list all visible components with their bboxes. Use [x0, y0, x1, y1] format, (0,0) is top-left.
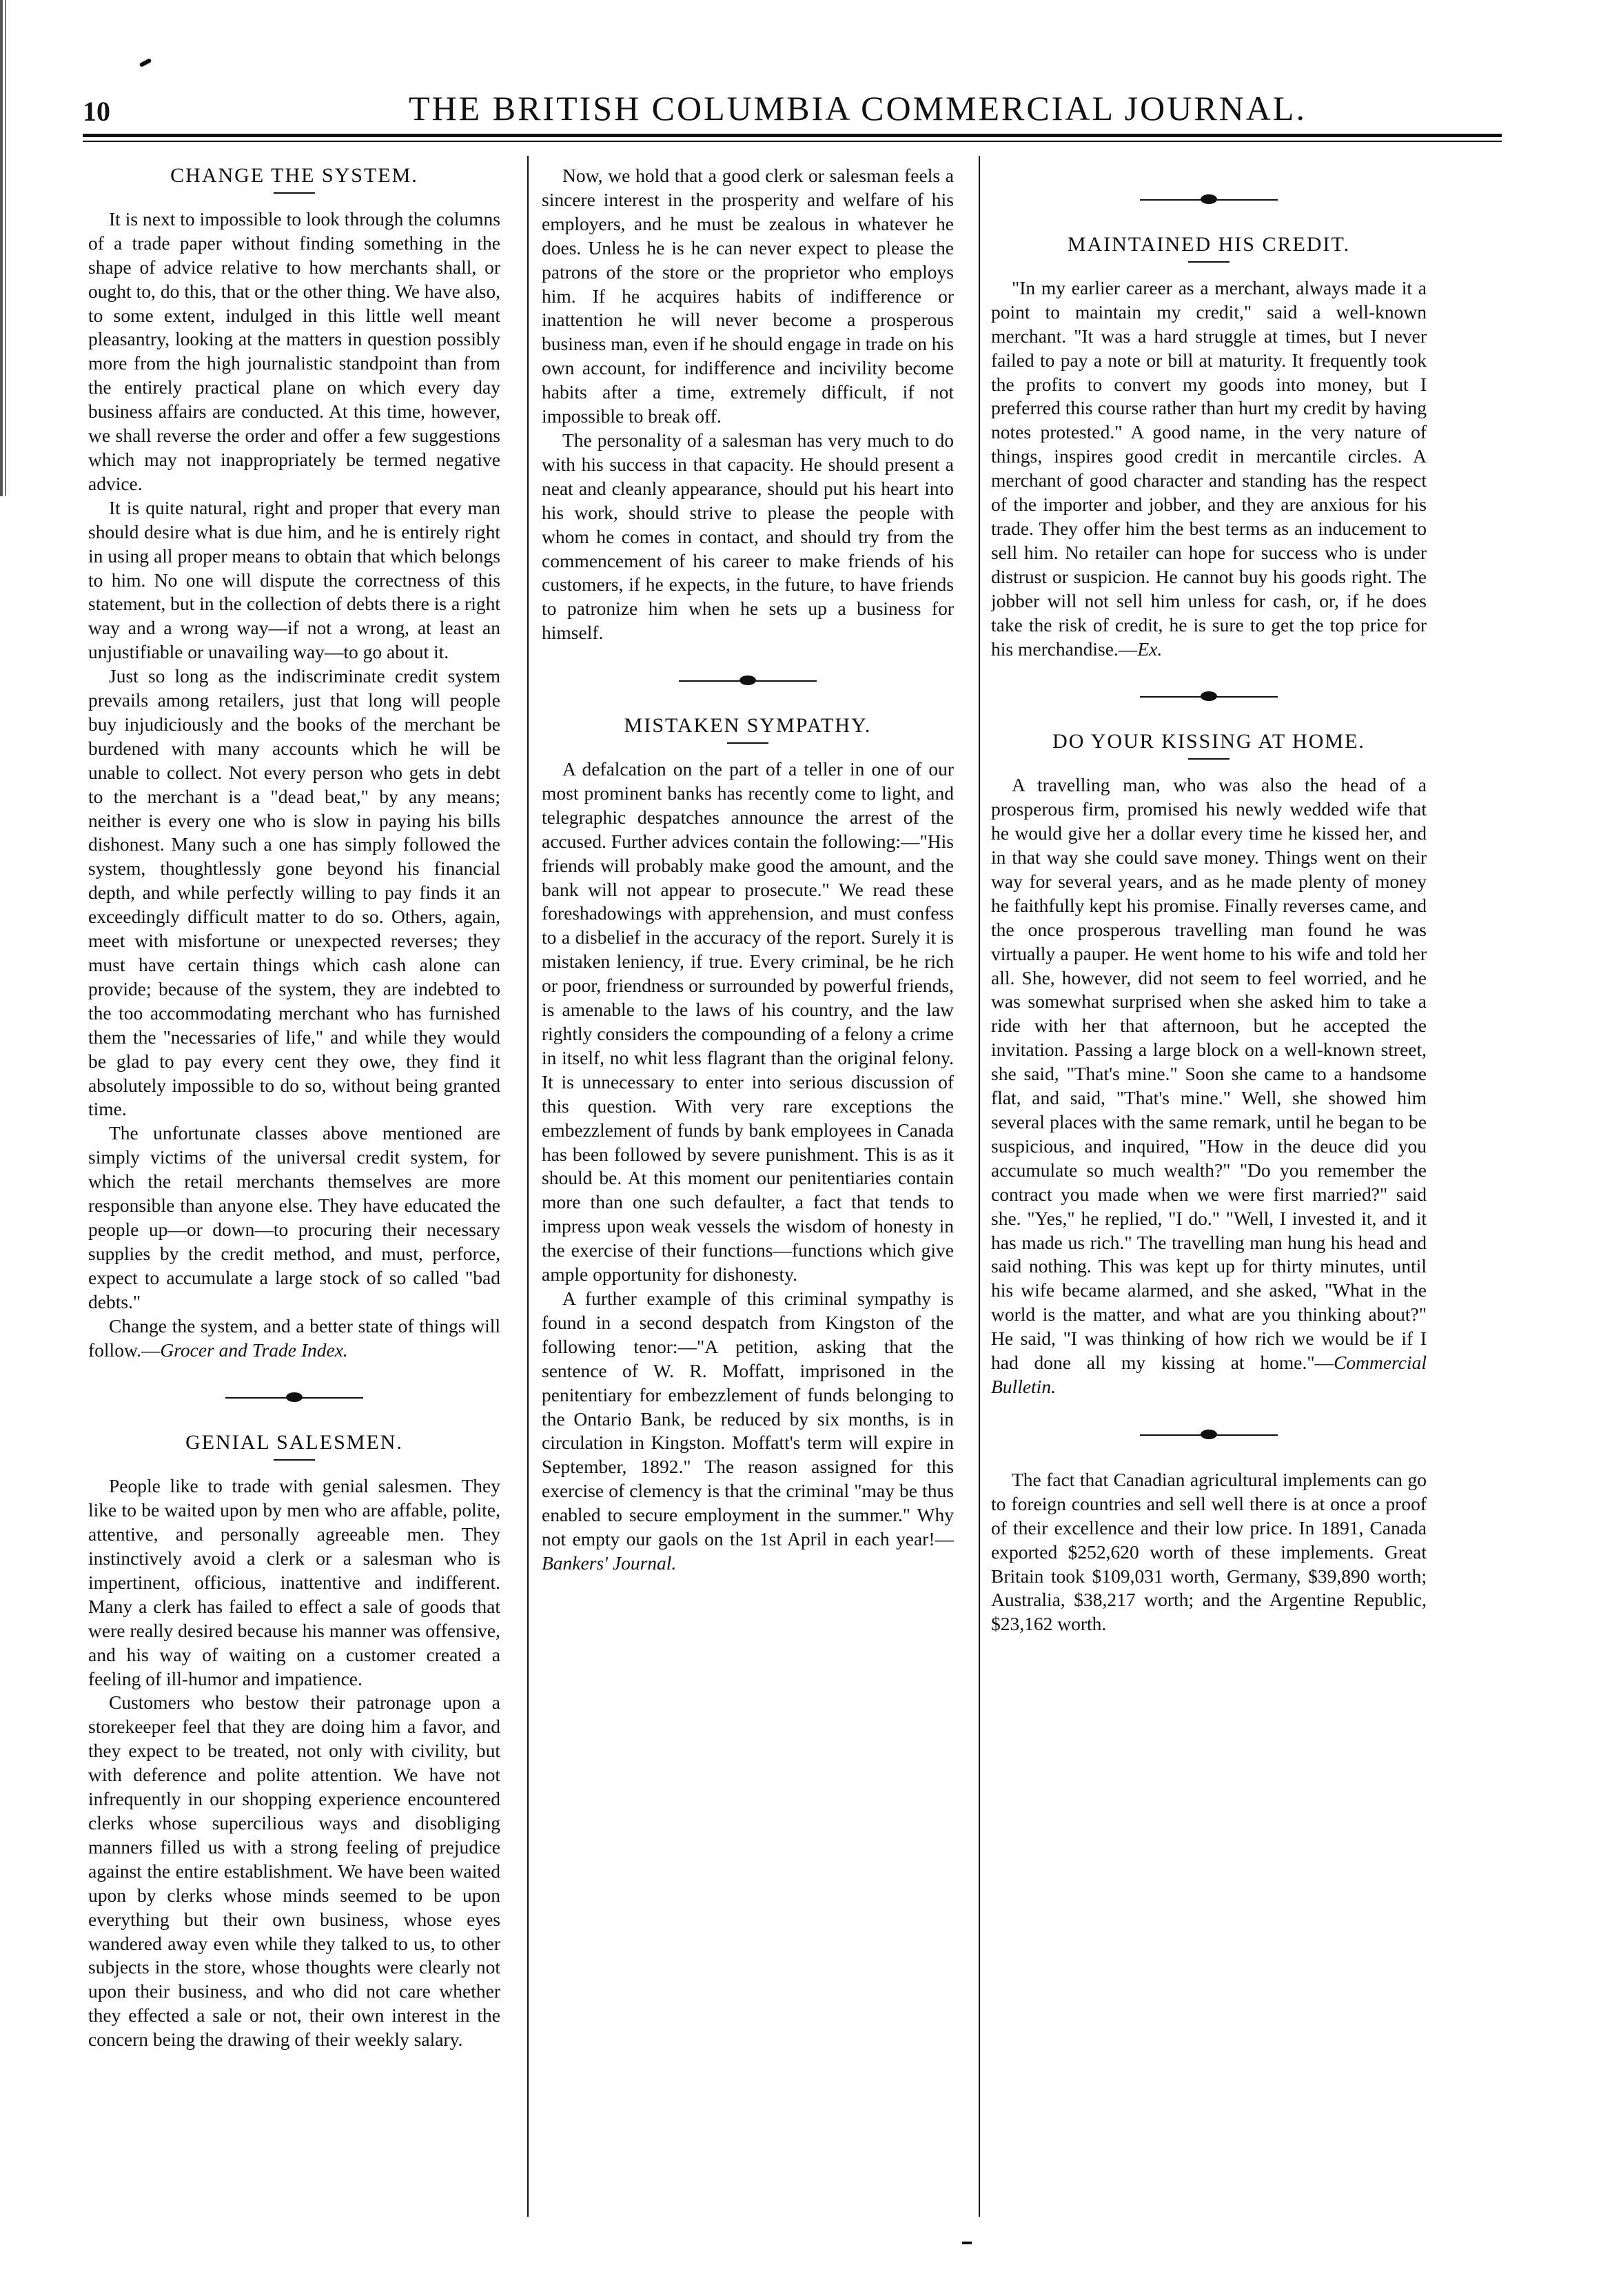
header-rule-thick	[83, 134, 1502, 137]
paragraph-text: A travelling man, who was also the head of a prosperous firm, promised his newly wedded wife that he would give her a dollar every time he kissed her, and in that way she could save money. Things went on their way for several years, and as he made plenty of money he faithfully kept his promise. Finally reverses came, and the once prosperous travelling man found he was virtually a pauper. He went home to his wife and told her all. She, however, did not seem to feel worried, and he was somewhat surprised when she asked him to take a ride with her that afternoon, but he accepted the invitation. Passing a large block on a well-known street, she said, "That's mine." Soon she came to a handsome flat, and said, "That's mine." Well, she showed him several places with the same remark, until he began to be suspicious, and inquired, "How in the deuce did you accumulate so much wealth?" "Do you remember the contract you made when we were first married?" said she. "Yes," he replied, "I do." "Well, I invested it, and it has made us rich." The travelling man hung his head and said nothing. This was kept up for thirty minutes, until his wife became alarmed, and she asked, "What in the world is the matter, and what are you thinking about?" He said, "I was thinking of how rich we would be if I had done all my kissing at home."—	[991, 774, 1427, 1374]
scan-binding-edge	[0, 0, 8, 496]
ink-speck	[962, 2242, 972, 2244]
paragraph: The unfortunate classes above mentioned are simply victims of the universal credit system, for which the retail merchants themselves are more responsible than anyone else. They have educated the people up—or down—to procuring their necessary supplies by the credit method, and must, perforce, expect to accumulate a large stock of so called "bad debts."	[88, 1122, 500, 1312]
article-title-maintained-his-credit: MAINTAINED HIS CREDIT.	[1067, 233, 1351, 256]
column-1	[88, 164, 500, 2204]
paragraph-text: A further example of this criminal sympathy is found in a second despatch from Kingston of the following tenor:—"A petition, asking that the sentence of W. R. Moffatt, imprisoned in the penitentiary for embezzlement of funds belonging to the Ontario Bank, be reduced by six months, is in circulation in Kingston. Moffatt's term will expire in September, 1892." The reason assigned for this exercise of clemency is that the criminal "may be thus enabled to secure employment in the summer." Why not empty our gaols on the 1st April in each year!—	[542, 1287, 954, 1550]
column-3	[991, 164, 1427, 2204]
title-dash	[727, 742, 768, 744]
header-rule-thin	[83, 141, 1502, 142]
article-title-genial-salesmen: GENIAL SALESMEN.	[185, 1431, 403, 1454]
paragraph-text: "In my earlier career as a merchant, always made it a point to maintain my credit," said a well-known merchant. "It was a hard struggle at times, but I never failed to pay a note or bill at maturity. It frequently took the profits to convert my goods into money, but I preferred this course rather than hurt my credit by having notes protested." A good name, in the very nature of things, inspires good credit in mercantile circles. A merchant of good character and standing has the respect of the importer and jobber, and they are anxious for his trade. They offer him the best terms as an inducement to sell him. No retailer can hope for success who is under distrust or suspicion. He cannot buy his goods right. The jobber will not sell him unless for cash, or, if he does take the risk of credit, he is sure to get the top price for his merchandise.—	[991, 276, 1427, 660]
title-dash	[274, 1459, 315, 1461]
section-divider	[1140, 1430, 1278, 1441]
article-title-change-the-system: CHANGE THE SYSTEM.	[170, 164, 418, 187]
paragraph: Customers who bestow their patronage upon a storekeeper feel that they are doing him a favor, and they expect to be treated, not only with civility, but with deference and polite attention. We have not infrequently in our shopping experience encountered clerks whose supercilious ways and disobliging manners filled us with a strong feeling of prejudice against the entire establishment. We have been waited upon by clerks whose minds seemed to be upon everything but their own business, whose eyes wandered away even while they talked to us, to other subjects in the store, whose thoughts were clearly not upon their business, and who did not care whether they effected a sale or not, their own interest in the concern being the drawing of their weekly salary.	[88, 1691, 500, 2051]
paragraph: A defalcation on the part of a teller in one of our most prominent banks has recently come to light, and telegraphic despatches announce the arrest of the accused. Further advices contain the following:—"His friends will probably make good the amount, and the bank will not appear to prosecute." We read these foreshadowings with apprehension, and must confess to a disbelief in the accuracy of the report. Surely it is mistaken leniency, if true. Every criminal, be he rich or poor, friendness or surrounded by powerful friends, is amenable to the laws of his country, and the law rightly considers the compounding of a felony a crime in itself, no whit less flagrant than the original felony. It is unnecessary to enter into serious discussion of this question. With very rare exceptions the embezzlement of funds by bank employees in Canada has been followed by severe punishment. This is as it should be. At this moment our penitentiaries contain more than one such defaulter, a fact that tends to impress upon weak vessels the wisdom of honesty in the exercise of their functions—functions which give ample opportunity for dishonesty.	[542, 758, 954, 1286]
column-rule-left	[527, 156, 529, 2217]
section-divider	[679, 675, 817, 687]
title-dash	[274, 192, 315, 194]
page-number: 10	[83, 96, 110, 127]
source-credit: Commercial Bulletin.	[991, 1352, 1427, 1397]
section-divider	[1140, 194, 1278, 205]
section-divider	[225, 1392, 363, 1403]
source-credit: Bankers' Journal.	[542, 1552, 677, 1574]
paragraph: The personality of a salesman has very much to do with his success in that capacity. He should present a neat and cleanly appearance, should put his heart into his work, should strive to please the people with whom he comes in contact, and should try from the commencement of his career to make friends of his customers, if he expects, in the future, to have friends to patronize him when he sets up a business for himself.	[542, 429, 954, 644]
paragraph-text: Change the system, and a better state of things will follow.—	[88, 1314, 500, 1361]
paragraph: The fact that Canadian agricultural implements can go to foreign countries and sell well there is at once a proof of their excellence and their low price. In 1891, Canada exported $252,620 worth of these implements. Great Britain took $109,031 worth, Germany, $39,890 worth; Australia, $38,217 worth; and the Argentine Republic, $23,162 worth.	[991, 1468, 1427, 1635]
column-rule-right	[979, 156, 980, 2217]
article-title-mistaken-sympathy: MISTAKEN SYMPATHY.	[624, 714, 872, 738]
source-credit: Grocer and Trade Index.	[160, 1339, 348, 1361]
paragraph: People like to trade with genial salesmen. They like to be waited upon by men who are affable, polite, attentive, and personally agreeable men. They instinctively avoid a clerk or a salesman who is impertinent, officious, inattentive and indifferent. Many a clerk has failed to effect a sale of goods that were really desired because his manner was offensive, and his way of waiting on a customer created a feeling of ill-humor and impatience.	[88, 1475, 500, 1689]
running-title: THE BRITISH COLUMBIA COMMERCIAL JOURNAL.	[409, 89, 1307, 128]
paragraph	[991, 773, 1427, 1399]
paragraph: It is next to impossible to look through the columns of a trade paper without finding something in the shape of advice relative to how merchants shall, or ought to, do this, that or the other thing. We have also, to some extent, indulged in this little well meant pleasantry, looking at the matters in question possibly more from the high journalistic standpoint than from the entirely practical plane on which every day business affairs are conducted. At this time, however, we shall reverse the order and offer a few suggestions which may not inappropriately be termed negative advice.	[88, 207, 500, 494]
ink-speck	[139, 58, 152, 68]
title-dash	[1188, 758, 1230, 760]
paragraph: Now, we hold that a good clerk or salesman feels a sincere interest in the prosperity and welfare of his employers, and he must be zealous in whatever he does. Unless he is he can never expect to please the patrons of the store or the proprietor who employs him. If he acquires habits of indifference or inattention he will never become a prosperous business man, even if he should engage in trade on his own account, for indifference and incivility become habits after a time, extremely difficult, if not impossible to break off.	[542, 165, 954, 427]
title-dash	[1188, 261, 1230, 263]
paragraph: It is quite natural, right and proper that every man should desire what is due him, and he is entirely right in using all proper means to obtain that which belongs to him. No one will dispute the correctness of this statement, but in the collection of debts there is a right way and a wrong way—if not a wrong, at least an unjustifiable or unavailing way—to go about it.	[88, 496, 500, 663]
paragraph	[991, 276, 1427, 662]
section-divider	[1140, 691, 1278, 702]
paragraph	[542, 1287, 954, 1576]
column-2	[542, 164, 954, 2204]
paragraph: Just so long as the indiscriminate credit system prevails among retailers, just that long will people buy injudiciously and the books of the merchant be burdened with many accounts which he will be unable to collect. Not every person who gets in debt to the merchant is a "dead beat," by any means; neither is every one who is slow in paying his bills dishonest. Many such a one has simply followed the system, thoughtlessly gone beyond his financial depth, and while perfectly willing to pay finds it an exceedingly difficult matter to do so. Others, again, meet with misfortune or unexpected reverses; they must have certain things which cash alone can provide; because of the system, they are indebted to the too accommodating merchant who has furnished them the "necessaries of life," and while they would be glad to pay every cent they owe, they find it absolutely impossible to do so, without being granted time.	[88, 665, 500, 1120]
paragraph	[88, 1314, 500, 1363]
source-credit: Ex.	[1137, 638, 1163, 660]
article-title-do-your-kissing-at-home: DO YOUR KISSING AT HOME.	[1052, 730, 1365, 753]
